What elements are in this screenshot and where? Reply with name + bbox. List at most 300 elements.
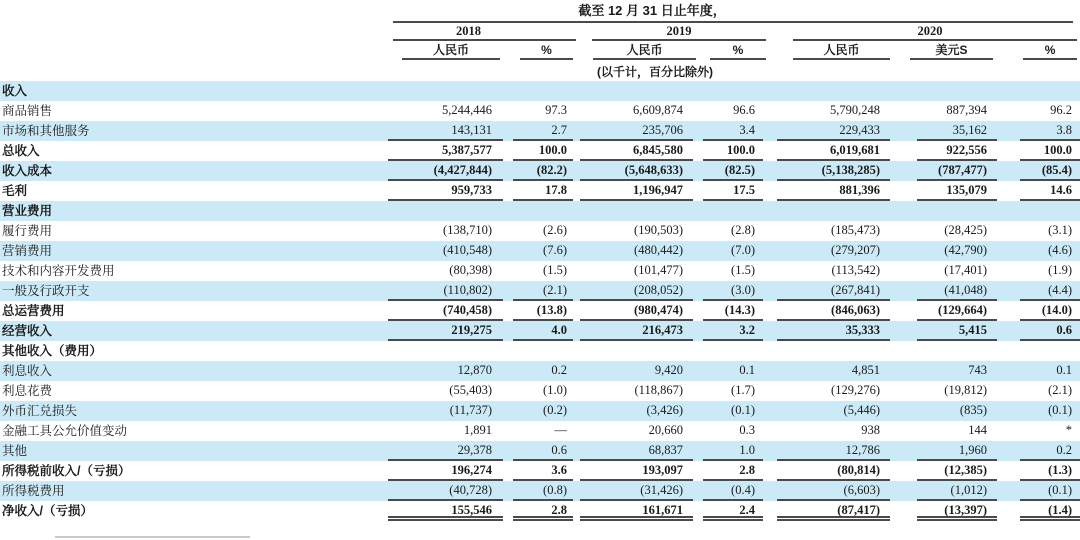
value-text: 20,660 bbox=[648, 423, 683, 437]
value-text: 29,378 bbox=[388, 441, 503, 461]
value-text bbox=[1020, 81, 1080, 101]
value-text: 229,433 bbox=[777, 121, 890, 141]
table-row bbox=[0, 321, 1080, 341]
row-label: 经营收入 bbox=[2, 324, 53, 338]
value-text: (4.6) bbox=[1048, 243, 1073, 257]
value-cell bbox=[506, 301, 576, 321]
value-cell bbox=[893, 101, 1000, 121]
year-2019: 2019 bbox=[592, 24, 766, 41]
year-2020: 2020 bbox=[793, 24, 1077, 41]
col-header-rmb-2019: 人民币 bbox=[593, 42, 696, 60]
value-cell bbox=[766, 261, 893, 281]
value-text: 100.0 bbox=[513, 141, 573, 161]
value-cell bbox=[893, 401, 1000, 421]
value-text bbox=[703, 201, 763, 221]
value-cell bbox=[506, 401, 576, 421]
value-text: 6,845,580 bbox=[580, 141, 693, 161]
row-label: 利息花费 bbox=[2, 384, 53, 398]
value-cell bbox=[696, 141, 766, 161]
table-row bbox=[0, 121, 1080, 141]
value-cell bbox=[506, 181, 576, 201]
value-cell bbox=[893, 361, 1000, 381]
units-note: (以千计，百分比除外) bbox=[597, 65, 714, 79]
value-cell bbox=[576, 421, 696, 441]
value-cell bbox=[1000, 301, 1080, 321]
table-row bbox=[0, 181, 1080, 201]
value-text: 1,960 bbox=[917, 441, 997, 461]
col-header-usd-2020: 美元S bbox=[910, 42, 993, 60]
col-header-rmb-2020: 人民币 bbox=[793, 42, 890, 60]
value-text: 6,609,874 bbox=[633, 103, 683, 117]
value-text: (2.1) bbox=[513, 281, 573, 301]
value-cell bbox=[380, 161, 506, 181]
value-text: (480,442) bbox=[634, 243, 683, 257]
value-text: (3.1) bbox=[1048, 223, 1073, 237]
value-cell bbox=[696, 241, 766, 261]
value-text: 0.2 bbox=[1020, 441, 1080, 461]
value-cell bbox=[506, 481, 576, 501]
value-text: 235,706 bbox=[580, 121, 693, 141]
value-cell bbox=[766, 441, 893, 461]
value-text: 17.5 bbox=[703, 181, 763, 201]
row-label: 总收入 bbox=[2, 144, 40, 158]
value-text: 97.3 bbox=[545, 103, 567, 117]
value-text: (1.3) bbox=[1020, 461, 1080, 481]
value-cell bbox=[576, 401, 696, 421]
value-text: (0.2) bbox=[543, 403, 567, 417]
value-text: (14.0) bbox=[1020, 301, 1080, 321]
value-cell bbox=[576, 201, 696, 221]
value-text: 35,162 bbox=[917, 121, 997, 141]
bottom-partial-line bbox=[55, 536, 250, 538]
value-cell bbox=[380, 381, 506, 401]
value-text bbox=[917, 81, 997, 101]
value-text: (267,841) bbox=[777, 281, 890, 301]
value-text: 5,790,248 bbox=[830, 103, 880, 117]
header-spacer bbox=[0, 41, 380, 60]
value-text: 96.6 bbox=[733, 103, 755, 117]
row-label: 金融工具公允价值变动 bbox=[2, 424, 128, 438]
value-text: 1,891 bbox=[463, 423, 492, 437]
value-cell bbox=[696, 101, 766, 121]
row-label: 所得税费用 bbox=[2, 484, 65, 498]
value-cell bbox=[696, 301, 766, 321]
value-text: (1.5) bbox=[731, 263, 755, 277]
value-cell bbox=[1000, 421, 1080, 441]
value-cell bbox=[380, 301, 506, 321]
value-cell bbox=[506, 101, 576, 121]
value-text: 155,546 bbox=[388, 501, 503, 521]
value-text: (835) bbox=[959, 403, 987, 417]
value-text: (19,812) bbox=[944, 383, 987, 397]
value-cell bbox=[506, 461, 576, 481]
value-text bbox=[513, 341, 573, 361]
value-cell bbox=[766, 241, 893, 261]
value-cell bbox=[576, 81, 696, 101]
value-cell bbox=[893, 261, 1000, 281]
value-cell bbox=[766, 421, 893, 441]
table-row bbox=[0, 281, 1080, 301]
value-cell bbox=[380, 361, 506, 381]
value-cell bbox=[380, 441, 506, 461]
value-text: (410,548) bbox=[443, 243, 492, 257]
value-text: 4,851 bbox=[851, 363, 880, 377]
value-cell bbox=[576, 221, 696, 241]
value-text: 12,870 bbox=[457, 363, 492, 377]
row-label: 其他 bbox=[2, 444, 28, 458]
value-text bbox=[1020, 341, 1080, 361]
value-cell bbox=[576, 381, 696, 401]
value-text: 887,394 bbox=[946, 103, 987, 117]
value-text: 0.6 bbox=[513, 441, 573, 461]
value-cell bbox=[380, 101, 506, 121]
table-row bbox=[0, 301, 1080, 321]
table-row bbox=[0, 441, 1080, 461]
value-text: 144 bbox=[968, 423, 987, 437]
value-cell bbox=[576, 441, 696, 461]
value-text: (1.9) bbox=[1048, 263, 1073, 277]
value-cell bbox=[696, 361, 766, 381]
value-text: (2.6) bbox=[543, 223, 567, 237]
value-text: 5,387,577 bbox=[388, 141, 503, 161]
value-text: 1,196,947 bbox=[580, 181, 693, 201]
value-cell bbox=[576, 461, 696, 481]
value-text: 161,671 bbox=[580, 501, 693, 521]
value-cell bbox=[766, 381, 893, 401]
value-cell bbox=[696, 481, 766, 501]
value-text: 0.1 bbox=[739, 363, 755, 377]
value-text: (846,063) bbox=[777, 301, 890, 321]
value-cell bbox=[696, 341, 766, 361]
header-spacer bbox=[0, 60, 380, 81]
table-row bbox=[0, 141, 1080, 161]
row-label: 营业费用 bbox=[2, 204, 53, 218]
value-cell bbox=[1000, 401, 1080, 421]
value-text: (1.0) bbox=[543, 383, 567, 397]
value-cell bbox=[1000, 381, 1080, 401]
table-row bbox=[0, 241, 1080, 261]
value-cell bbox=[506, 221, 576, 241]
value-text: 96.2 bbox=[1050, 103, 1073, 117]
value-text: 938 bbox=[861, 423, 880, 437]
value-text: (17,401) bbox=[944, 263, 987, 277]
value-text: 9,420 bbox=[654, 363, 683, 377]
row-label: 商品销售 bbox=[2, 104, 53, 118]
table-row bbox=[0, 341, 1080, 361]
value-cell bbox=[380, 201, 506, 221]
table-row bbox=[0, 201, 1080, 221]
value-cell bbox=[893, 121, 1000, 141]
value-cell bbox=[380, 461, 506, 481]
value-text bbox=[580, 201, 693, 221]
value-cell bbox=[893, 421, 1000, 441]
table-header bbox=[0, 0, 1080, 81]
value-text bbox=[580, 341, 693, 361]
value-text bbox=[1020, 201, 1080, 221]
value-cell bbox=[766, 481, 893, 501]
value-text: (82.2) bbox=[513, 161, 573, 181]
value-text: (85.4) bbox=[1020, 161, 1080, 181]
value-cell bbox=[576, 241, 696, 261]
units-note-row bbox=[0, 60, 1080, 81]
value-text bbox=[513, 201, 573, 221]
year-header-row bbox=[0, 23, 1080, 41]
value-text: (82.5) bbox=[703, 161, 763, 181]
period-header-row bbox=[0, 0, 1080, 23]
value-text: (5,138,285) bbox=[777, 161, 890, 181]
row-label: 收入 bbox=[2, 84, 28, 98]
value-text: (980,474) bbox=[580, 301, 693, 321]
value-text: 135,079 bbox=[917, 181, 997, 201]
value-cell bbox=[766, 341, 893, 361]
value-cell bbox=[506, 361, 576, 381]
value-cell bbox=[506, 281, 576, 301]
value-text: 2.4 bbox=[703, 501, 763, 521]
value-text: (40,728) bbox=[388, 481, 503, 501]
value-cell bbox=[766, 161, 893, 181]
value-cell bbox=[1000, 101, 1080, 121]
value-cell bbox=[696, 461, 766, 481]
value-text: (1,012) bbox=[917, 481, 997, 501]
value-text bbox=[777, 201, 890, 221]
table-row bbox=[0, 161, 1080, 181]
value-cell bbox=[893, 281, 1000, 301]
value-cell bbox=[506, 421, 576, 441]
value-cell bbox=[576, 101, 696, 121]
value-cell bbox=[506, 381, 576, 401]
value-text: (190,503) bbox=[634, 223, 683, 237]
value-text: 2.8 bbox=[513, 501, 573, 521]
value-text: (208,052) bbox=[580, 281, 693, 301]
value-cell bbox=[1000, 181, 1080, 201]
value-cell bbox=[380, 141, 506, 161]
value-cell bbox=[1000, 261, 1080, 281]
value-cell bbox=[1000, 341, 1080, 361]
value-text bbox=[388, 341, 503, 361]
value-cell bbox=[1000, 441, 1080, 461]
value-text: (31,426) bbox=[580, 481, 693, 501]
value-cell bbox=[696, 321, 766, 341]
value-text bbox=[580, 81, 693, 101]
value-text: (3,426) bbox=[646, 403, 683, 417]
value-cell bbox=[766, 321, 893, 341]
value-text: 193,097 bbox=[580, 461, 693, 481]
value-text: (5,446) bbox=[843, 403, 880, 417]
value-text: (185,473) bbox=[831, 223, 880, 237]
row-label: 所得税前收入/（亏损） bbox=[2, 464, 131, 478]
value-text: (0.1) bbox=[1048, 403, 1073, 417]
value-cell bbox=[696, 401, 766, 421]
value-text bbox=[703, 341, 763, 361]
value-cell bbox=[1000, 161, 1080, 181]
value-cell bbox=[893, 221, 1000, 241]
value-cell bbox=[506, 141, 576, 161]
value-text: 5,244,446 bbox=[442, 103, 492, 117]
value-cell bbox=[766, 221, 893, 241]
value-text: 2.8 bbox=[703, 461, 763, 481]
value-text: 219,275 bbox=[388, 321, 503, 341]
value-cell bbox=[766, 121, 893, 141]
value-cell bbox=[893, 381, 1000, 401]
value-cell bbox=[506, 441, 576, 461]
value-cell bbox=[696, 501, 766, 521]
value-text: 4.0 bbox=[513, 321, 573, 341]
value-text: (11,737) bbox=[449, 403, 492, 417]
value-cell bbox=[1000, 121, 1080, 141]
value-cell bbox=[893, 141, 1000, 161]
value-cell bbox=[1000, 461, 1080, 481]
value-cell bbox=[380, 401, 506, 421]
value-cell bbox=[893, 321, 1000, 341]
value-text bbox=[513, 81, 573, 101]
value-cell bbox=[893, 461, 1000, 481]
row-label: 毛利 bbox=[2, 184, 28, 198]
value-text: 35,333 bbox=[777, 321, 890, 341]
value-cell bbox=[576, 301, 696, 321]
value-text: (138,710) bbox=[443, 223, 492, 237]
value-cell bbox=[893, 201, 1000, 221]
value-cell bbox=[1000, 361, 1080, 381]
value-text: (5,648,633) bbox=[580, 161, 693, 181]
value-cell bbox=[696, 421, 766, 441]
table-row bbox=[0, 501, 1080, 521]
value-cell bbox=[576, 121, 696, 141]
value-cell bbox=[696, 201, 766, 221]
table-row bbox=[0, 221, 1080, 241]
value-text bbox=[917, 201, 997, 221]
row-label: 市场和其他服务 bbox=[2, 124, 90, 138]
value-cell bbox=[893, 181, 1000, 201]
value-cell bbox=[893, 241, 1000, 261]
value-text: (41,048) bbox=[917, 281, 997, 301]
value-cell bbox=[893, 161, 1000, 181]
value-text: (14.3) bbox=[703, 301, 763, 321]
col-header-rmb-2018: 人民币 bbox=[402, 42, 500, 60]
value-text bbox=[703, 81, 763, 101]
value-text: 68,837 bbox=[580, 441, 693, 461]
row-label: 外币汇兑损失 bbox=[2, 404, 78, 418]
row-label: 营销费用 bbox=[2, 244, 53, 258]
value-cell bbox=[506, 81, 576, 101]
value-text: 196,274 bbox=[388, 461, 503, 481]
value-cell bbox=[506, 121, 576, 141]
value-text: (2.1) bbox=[1048, 383, 1073, 397]
currency-header-row bbox=[0, 41, 1080, 60]
value-text bbox=[917, 341, 997, 361]
value-text: (4.4) bbox=[1020, 281, 1080, 301]
value-text: (55,403) bbox=[449, 383, 492, 397]
value-cell bbox=[696, 161, 766, 181]
col-header-pct-2020: % bbox=[1023, 42, 1077, 60]
value-text: (118,867) bbox=[634, 383, 683, 397]
value-text: 100.0 bbox=[703, 141, 763, 161]
value-text: (6,603) bbox=[777, 481, 890, 501]
value-text: (787,477) bbox=[917, 161, 997, 181]
value-cell bbox=[380, 241, 506, 261]
table-row bbox=[0, 381, 1080, 401]
value-cell bbox=[506, 501, 576, 521]
value-cell bbox=[766, 461, 893, 481]
value-cell bbox=[576, 321, 696, 341]
value-cell bbox=[893, 441, 1000, 461]
value-cell bbox=[576, 281, 696, 301]
value-text: (0.4) bbox=[703, 481, 763, 501]
value-cell bbox=[1000, 481, 1080, 501]
value-text: 2.7 bbox=[513, 121, 573, 141]
table-row bbox=[0, 81, 1080, 101]
value-cell bbox=[380, 481, 506, 501]
value-cell bbox=[696, 221, 766, 241]
value-text bbox=[777, 81, 890, 101]
value-cell bbox=[380, 281, 506, 301]
value-text: * bbox=[1065, 423, 1073, 437]
value-cell bbox=[696, 181, 766, 201]
value-cell bbox=[576, 261, 696, 281]
value-text: (7.0) bbox=[731, 243, 755, 257]
value-text: 959,733 bbox=[388, 181, 503, 201]
value-cell bbox=[1000, 501, 1080, 521]
value-text: (110,802) bbox=[388, 281, 503, 301]
value-cell bbox=[506, 241, 576, 261]
table-body bbox=[0, 81, 1080, 521]
value-cell bbox=[1000, 241, 1080, 261]
header-spacer bbox=[0, 23, 380, 41]
value-cell bbox=[506, 201, 576, 221]
value-cell bbox=[576, 141, 696, 161]
value-cell bbox=[893, 501, 1000, 521]
value-cell bbox=[893, 301, 1000, 321]
value-text: (1.5) bbox=[543, 263, 567, 277]
value-cell bbox=[696, 261, 766, 281]
value-text: 17.8 bbox=[513, 181, 573, 201]
value-text: (129,276) bbox=[831, 383, 880, 397]
value-text bbox=[388, 201, 503, 221]
value-text: (740,458) bbox=[388, 301, 503, 321]
row-label: 利息收入 bbox=[2, 364, 53, 378]
value-cell bbox=[1000, 221, 1080, 241]
value-cell bbox=[576, 501, 696, 521]
value-cell bbox=[576, 481, 696, 501]
value-cell bbox=[1000, 81, 1080, 101]
value-cell bbox=[1000, 321, 1080, 341]
value-text: 100.0 bbox=[1020, 141, 1080, 161]
year-2018: 2018 bbox=[393, 24, 576, 41]
value-text: (4,427,844) bbox=[388, 161, 503, 181]
value-cell bbox=[380, 121, 506, 141]
value-cell bbox=[576, 361, 696, 381]
value-text: 14.6 bbox=[1020, 181, 1080, 201]
value-cell bbox=[380, 321, 506, 341]
value-text: (129,664) bbox=[917, 301, 997, 321]
value-text: (101,477) bbox=[634, 263, 683, 277]
value-cell bbox=[1000, 141, 1080, 161]
value-text: 0.1 bbox=[1056, 363, 1073, 377]
value-cell bbox=[696, 81, 766, 101]
value-cell bbox=[893, 481, 1000, 501]
value-cell bbox=[766, 141, 893, 161]
value-text: 922,556 bbox=[917, 141, 997, 161]
value-cell bbox=[506, 161, 576, 181]
value-cell bbox=[380, 341, 506, 361]
period-header: 截至 12 月 31 日止年度， bbox=[393, 1, 1073, 23]
row-label: 收入成本 bbox=[2, 164, 53, 178]
row-label: 总运营费用 bbox=[2, 304, 65, 318]
value-text: (1.4) bbox=[1020, 501, 1080, 521]
value-text: 3.8 bbox=[1020, 121, 1080, 141]
value-text: (42,790) bbox=[944, 243, 987, 257]
value-cell bbox=[766, 201, 893, 221]
table-row bbox=[0, 261, 1080, 281]
